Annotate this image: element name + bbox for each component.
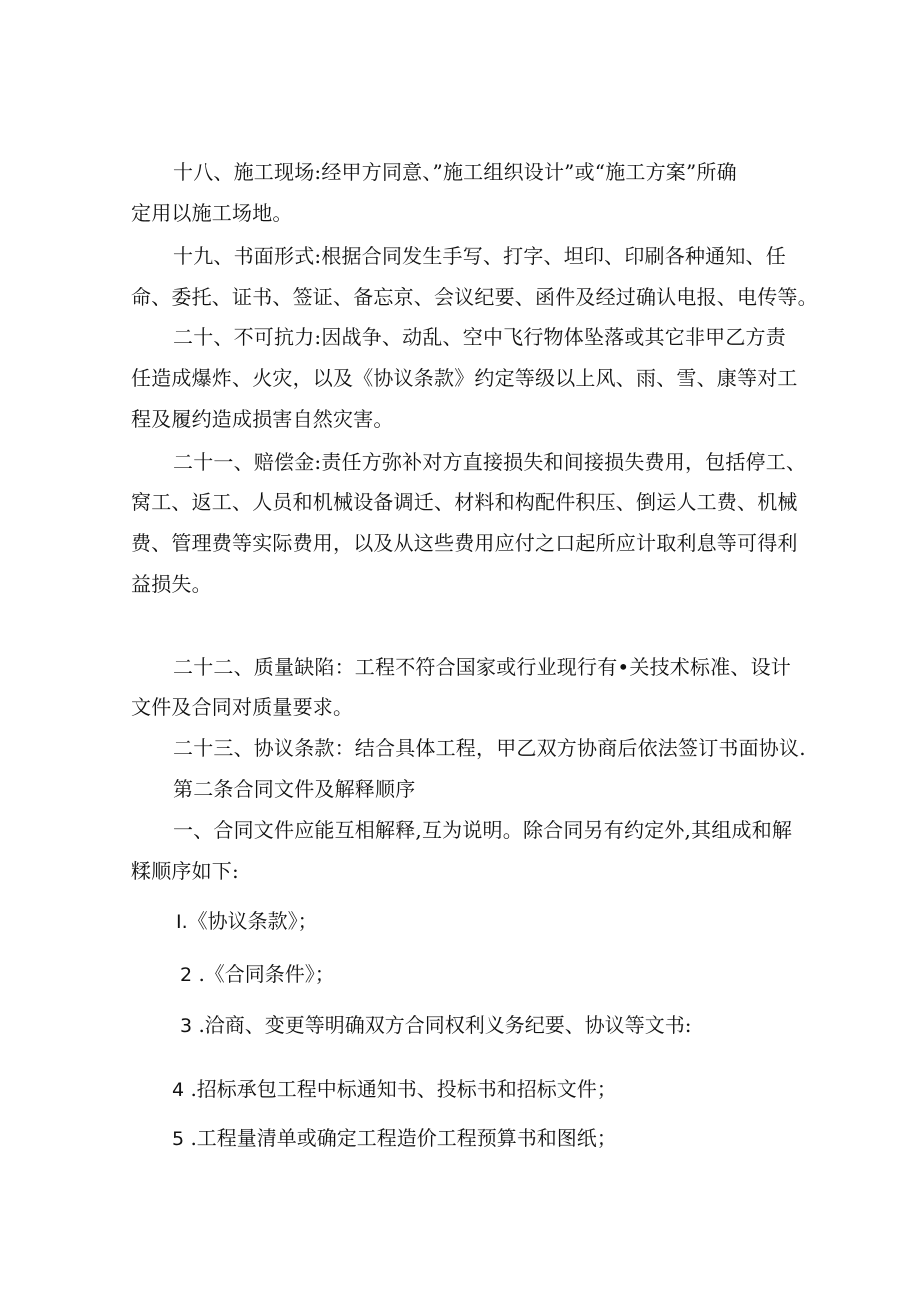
text-line: 程及履约造成损害自然灾害。 bbox=[131, 407, 394, 431]
text-line: 二十三、协议条款：结合具体工程，甲乙双方协商后依法签订书面协议. bbox=[173, 736, 806, 760]
item-text: .洽商、变更等明确双方合同权利义务纪要、协议等文书: bbox=[198, 1013, 692, 1037]
list-item bbox=[180, 962, 335, 987]
item-number: 4 bbox=[172, 1079, 185, 1101]
text-line: 命、委托、证书、签证、备忘京、会议纪要、函件及经过确认电报、电传等。 bbox=[131, 285, 818, 309]
text-line: 二十、不可抗力:因战争、动乱、空中飞行物体坠落或其它非甲乙方责 bbox=[173, 325, 786, 349]
text-line: 益损失。 bbox=[131, 572, 212, 596]
item-text: .招标承包工程中标通知书、投标书和招标文件； bbox=[190, 1077, 617, 1101]
article-heading: 第二条合同文件及解释顺序 bbox=[173, 777, 416, 801]
item-text: .工程量清单或确定工程造价工程预算书和图纸； bbox=[190, 1126, 617, 1150]
text-line: 二十二、质量缺陷：工程不符合国家或行业现行有•关技术标准、设计 bbox=[173, 655, 791, 679]
item-text: .《合同条件》； bbox=[198, 962, 335, 986]
list-item bbox=[180, 1013, 692, 1038]
text-line: 十八、施工现场:经甲方同意、”施工组织设计”或“施工方案”所确 bbox=[173, 160, 737, 184]
item-number: 5 bbox=[172, 1128, 185, 1150]
list-item bbox=[176, 909, 318, 934]
text-line: 糅顺序如下: bbox=[131, 859, 239, 883]
item-number: 2 bbox=[180, 964, 193, 986]
item-text: 《协议条款》； bbox=[187, 909, 318, 933]
text-line: 一、合同文件应能互相解释,互为说明。除合同另有约定外,其组成和解 bbox=[173, 818, 793, 842]
item-number: I. bbox=[176, 911, 188, 933]
list-item bbox=[172, 1126, 617, 1151]
item-number: 3 bbox=[180, 1015, 193, 1037]
text-line: 定用以施工场地。 bbox=[131, 201, 293, 225]
text-line: 十九、书面形式:根据合同发生手写、打字、坦印、印刷各种通知、任 bbox=[173, 244, 786, 268]
text-line: 二十一、赔偿金:责任方弥补对方直接损失和间接损失费用，包括停工、 bbox=[173, 450, 807, 474]
text-line: 文件及合同对质量要求。 bbox=[131, 695, 354, 719]
list-item bbox=[172, 1077, 617, 1102]
text-line: 窝工、返工、人员和机械设备调迁、材料和构配件积压、倒运人工费、机械 bbox=[131, 490, 798, 514]
text-line: 任造成爆炸、火灾，以及《协议条款》约定等级以上风、雨、雪、康等对工 bbox=[131, 366, 798, 390]
text-line: 费、管理费等实际费用，以及从这些费用应付之口起所应计取利息等可得利 bbox=[131, 531, 798, 555]
